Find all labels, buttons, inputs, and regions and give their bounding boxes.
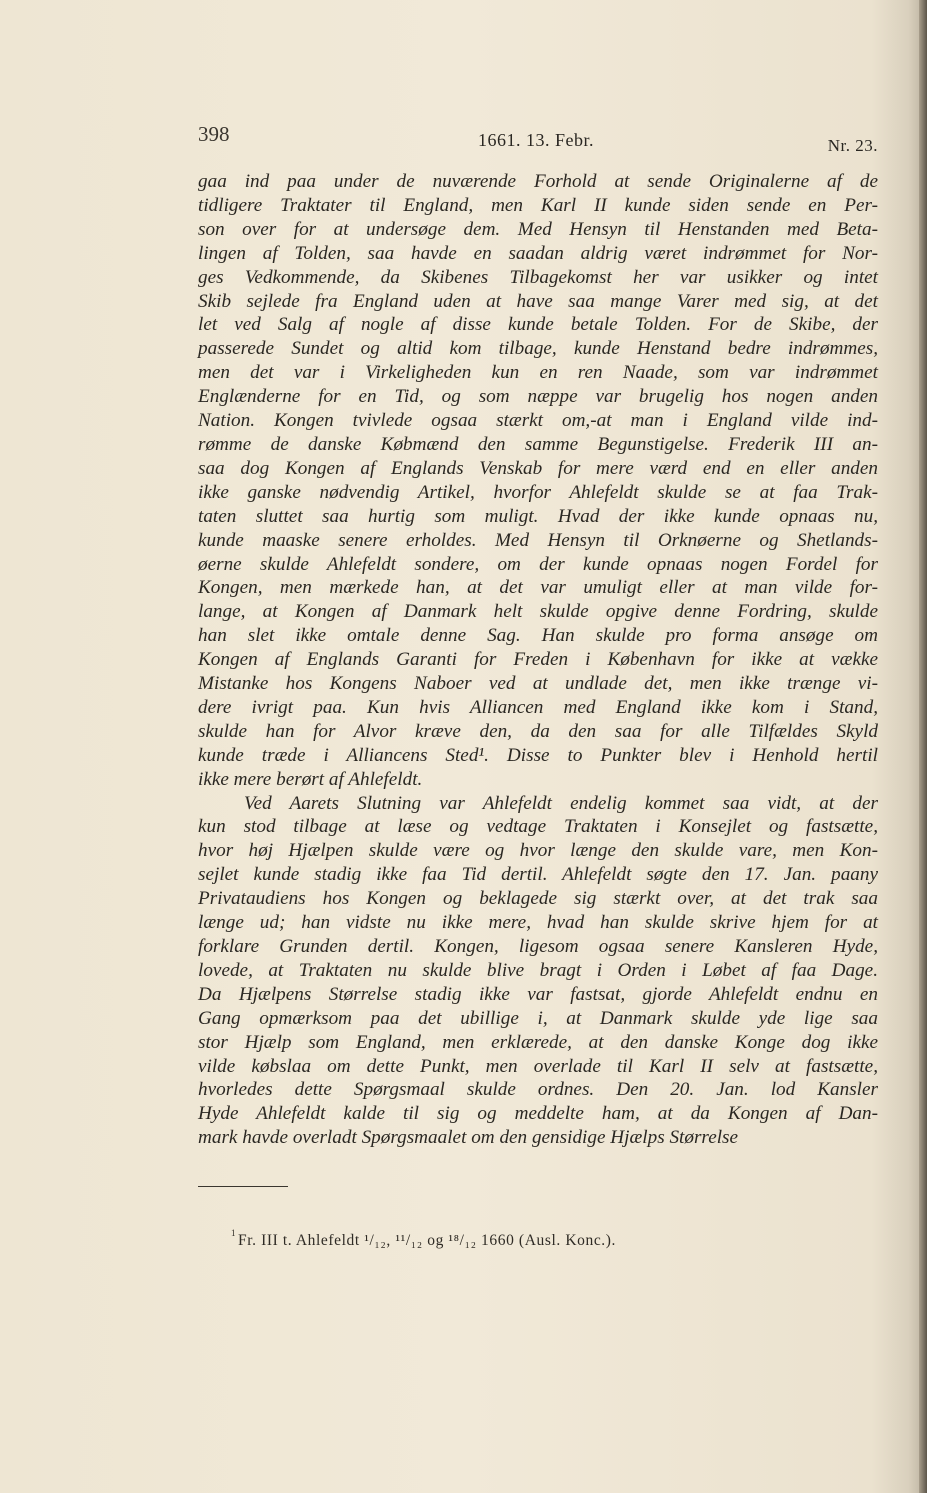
text-line: tidligere Traktater til England, men Karl II kunde siden sende en Per- <box>198 194 878 216</box>
text-line: dere ivrigt paa. Kun hvis Alliancen med England ikke kom i Stand, <box>198 696 878 718</box>
text-line: lovede, at Traktaten nu skulde blive bragt i Orden i Løbet af faa Dage. <box>198 959 878 981</box>
text-line: øerne skulde Ahlefeldt sondere, om der kunde opnaas nogen Fordel for <box>198 553 878 575</box>
text-line: hvor høj Hjælpen skulde være og hvor længe den skulde vare, men Kon- <box>198 840 878 862</box>
text-line: Mistanke hos Kongens Naboer ved at undlade det, men ikke trænge vi- <box>198 673 878 695</box>
text-line: lange, at Kongen af Danmark helt skulde opgive denne Fordring, skulde <box>198 601 878 623</box>
text-line: sejlet kunde stadig ikke faa Tid dertil. Ahlefeldt søgte den 17. Jan. paany <box>198 864 878 886</box>
paragraph <box>198 792 878 1151</box>
text-line: kun stod tilbage at læse og vedtage Traktaten i Konsejlet og fastsætte, <box>198 816 878 838</box>
text-line: Gang opmærksom paa det ubillige i, at Danmark skulde yde lige saa <box>198 1007 878 1029</box>
header-date: 1661. 13. Febr. <box>478 130 595 150</box>
text-line: stor Hjælp som England, men erklærede, at den danske Konge dog ikke <box>198 1031 878 1053</box>
text-line: Hyde Ahlefeldt kalde til sig og meddelte ham, at da Kongen af Dan- <box>198 1103 878 1125</box>
footnote-rule <box>198 1186 288 1187</box>
text-line: Nation. Kongen tvivlede ogsaa stærkt om,-at man i England vilde ind- <box>198 410 878 432</box>
text-line: kunde træde i Alliancens Sted¹. Disse to Punkter blev i Henhold hertil <box>198 744 878 766</box>
body-text <box>198 170 878 1150</box>
text-line: ikke ganske nødvendig Artikel, hvorfor Ahlefeldt skulde se at faa Trak- <box>198 481 878 503</box>
text-line: ikke mere berørt af Ahlefeldt. <box>198 768 423 790</box>
footnote: Fr. III t. Ahlefeldt ¹/₁₂, ¹¹/₁₂ og ¹⁸/₁₂ 1660 (Ausl. Konc.). <box>238 1232 617 1249</box>
text-line: Kongen af Englands Garanti for Freden i København for ikke at vække <box>198 649 878 671</box>
document-number: Nr. 23. <box>827 136 878 155</box>
text-line: hvorledes dette Spørgsmaal skulde ordnes. Den 20. Jan. lod Kansler <box>198 1079 878 1101</box>
text-line: gaa ind paa under de nuværende Forhold at sende Originalerne af de <box>198 171 878 192</box>
text-line: mark havde overladt Spørgsmaalet om den gensidige Hjælps Størrelse <box>198 1127 739 1149</box>
text-line: let ved Salg af nogle af disse kunde betale Tolden. For de Skibe, der <box>198 314 878 336</box>
text-line: Kongen, men mærkede han, at det var umuligt eller at man vilde for- <box>198 577 878 599</box>
text-line: son over for at undersøge dem. Med Hensyn til Henstanden med Beta- <box>198 218 878 240</box>
page-number: 398 <box>198 122 230 146</box>
text-line: rømme de danske Købmænd den samme Begunstigelse. Frederik III an- <box>198 433 878 455</box>
text-line: saa dog Kongen af Englands Venskab for mere værd end en eller anden <box>198 457 878 479</box>
paragraph <box>198 170 878 792</box>
text-line: men det var i Virkeligheden kun en ren Naade, som var indrømmet <box>198 362 878 384</box>
text-line: forklare Grunden dertil. Kongen, ligesom ogsaa senere Kansleren Hyde, <box>198 936 878 957</box>
text-line: Englænderne for en Tid, og som næppe var brugelig hos nogen anden <box>198 386 878 408</box>
text-line: Ved Aarets Slutning var Ahlefeldt endelig kommet saa vidt, at der <box>244 792 878 814</box>
text-line: kunde maaske senere erholdes. Med Hensyn til Orknøerne og Shetlands- <box>198 529 878 551</box>
text-line: passerede Sundet og altid kom tilbage, kunde Henstand bedre indrømmes, <box>198 338 878 360</box>
text-line: skulde han for Alvor kræve den, da den saa for alle Tilfældes Skyld <box>198 720 878 742</box>
text-line: Privataudiens hos Kongen og beklagede sig stærkt over, at det trak saa <box>198 888 878 910</box>
text-line: længe ud; han vidste nu ikke mere, hvad han skulde skrive hjem for at <box>198 912 878 934</box>
page-edge-shadow <box>919 0 927 1493</box>
running-header <box>198 122 878 154</box>
text-line: Da Hjælpens Størrelse stadig ikke var fastsat, gjorde Ahlefeldt endnu en <box>198 983 878 1005</box>
text-line: Skib sejlede fra England uden at have saa mange Varer med sig, at det <box>198 290 878 312</box>
footnote-marker: 1 <box>231 1228 236 1238</box>
text-line: taten sluttet saa hurtig som muligt. Hvad der ikke kunde opnaas nu, <box>198 505 878 527</box>
text-line: vilde købslaa om dette Punkt, men overlade til Karl II selv at fastsætte, <box>198 1055 878 1077</box>
text-line: lingen af Tolden, saa havde en saadan aldrig været indrømmet for Nor- <box>198 242 878 264</box>
text-line: han slet ikke omtale denne Sag. Han skulde pro forma ansøge om <box>198 625 878 647</box>
text-line: ges Vedkommende, da Skibenes Tilbagekomst her var usikker og intet <box>198 266 878 288</box>
